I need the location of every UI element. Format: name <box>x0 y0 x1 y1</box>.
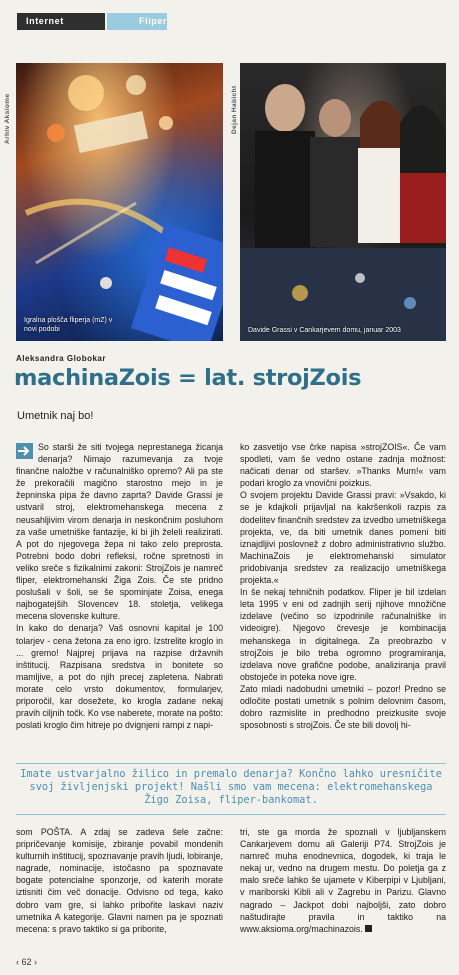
closing-paragraph: tri, ste ga morda že spoznali v ljubljanskem Cankarjevem domu ali Galeriji P74. StrojZois je namreč muha enodnevnica, dogodek, ki traja le nekaj ur, vedno na drugem mestu. Do poletja ga z malo sreče lahko še ujamete v Kiberpipi v Ljubljani, v mariborski Kibli ali v Zagrebu in Parizu. Glavno nagrado – Jackpot dobi najboljši, zato dobro naštudirajte pravila in taktiko na www.aksioma.org/machinazois. <box>240 827 446 934</box>
pull-quote: Imate ustvarjalno žilico in premalo denarja? Končno lahko uresničite svoj življenjski projekt! Našli smo vam mecena: elektromehanskega Žigo Zoisa, fliper-bankomat. <box>16 763 446 815</box>
arrow-right-icon <box>16 443 33 459</box>
paragraph: O svojem projektu Davide Grassi pravi: »Vsakdo, ki se je kdajkoli prijavljal na kakršenkoli razpis za dodelitev finančnih sredstev za izvedbo umetniškega projekta, ve, da biti umetnik danes pomeni biti iznajdljivi poslovnež z dobro administrativno službo. MachinaZois je elektromehanski simulator pridobivanja sredstev za realizacijo umetniškega projekta.« <box>240 490 446 586</box>
paragraph <box>240 826 446 935</box>
paragraph: ko zasvetijo vse črke napisa »strojZOIS«. Če vam spodleti, vam še vedno ostane zadnja možnost: načicati denar od staršev. »Thanks Mum!« vam podari kroglo za vnovični poizkus. <box>240 442 446 489</box>
article-subtitle: Umetnik naj bo! <box>17 410 94 422</box>
text-column-3 <box>16 826 223 935</box>
playfield-illustration <box>16 63 223 341</box>
paragraph: In še nekaj tehničnih podatkov. Fliper je bil izdelan leta 1995 v eni od zadnjih serij njihove množične izdelave (večino so izpodrinile računalniške in videoigre). Njegovo črevesje je kombinacija mehanskega in digitalnega. Za preobrazbo v strojZois je bilo treba ogromno programiranja, izdelava nove grafične podobe, analiziranja pravil obstoječe in poteka nove igre. <box>240 587 446 682</box>
photo-credit-left: Arhiv Aksiome <box>4 93 11 144</box>
article-author: Aleksandra Globokar <box>16 354 106 363</box>
paragraph: So starši že siti tvojega neprestanega žicanja denarja? Nimajo razumevanja za tvoje finančne naložbe v računalniško opremo? Ali pa ste že prekoračili magično starostno mejo in je žepninska pipa že davno zaprta? Davide Grassi je ustvaril stroj, elektromehanskega mecena z neusahljivim virom denarja in neskončnim posluhom za vaše umetniške fantazije, ki bi jih želeli realizirati. A pot do njegovega žepa ni tako zelo preprosta. Potrebni bodo dobri refleksi, ročne spretnosti in veliko sreče s fizikalnimi zakoni: StrojZois je namreč fliper, elektromehanski Žiga Zois. Če ste pridno poslušali v šoli, se še spominjate Zoisa, enega najbogatejših Slovencev 18. stoletja, velikega mecena slovenske kulture. <box>16 442 223 622</box>
topic-tab: Fliper <box>107 13 167 30</box>
page-number: ‹ 62 › <box>16 957 38 967</box>
pinball-playfield-photo <box>16 63 223 341</box>
text-column-2 <box>240 441 446 731</box>
people-illustration <box>240 63 446 341</box>
article-title: machinaZois = lat. strojZois <box>14 365 362 391</box>
paragraph: Zato mladi nadobudni umetniki – pozor! Predno se odločite postati umetnik s polnim delovnim časom, dobro razmislite in predhodno preizkusite svoje sposobnosti s strojZois. Če ste bili dovolj hi- <box>240 683 446 731</box>
section-tab: Internet <box>17 13 105 30</box>
text-column-1 <box>16 441 223 731</box>
end-of-article-mark <box>365 925 372 932</box>
photo-caption-left: Igralna plošča fliperja (mZ) v novi podobi <box>24 317 113 333</box>
photo-credit-right: Dejan Habicht <box>231 85 238 134</box>
paragraph: som POŠTA. A zdaj se zadeva šele začne: pripričevanje komisije, zbiranje povabil mondenih kulturnih inštitucij, spoznavanje pravih ljudi, lobiranje, nagrade, nominacije, istočasno pa spoznavate bogate potencialne sponzorje, od katerih morate iztisniti čim več donacije. Odvisno od tega, kako dobro vam gre, si lahko pribořite laskavi naziv umetnika A kategorije. Glavni namen pa je spoznati mecena: s pravo taktiko si ga priborite, <box>16 827 223 934</box>
paragraph: In kako do denarja? Vaš osnovni kapital je 100 tolarjev - cena žetona za eno igro. Izstrelite kroglo in ... gremo! Najprej prijava na razpise državnih inštitucij. Razpisana sredstva in bonitete so mamljive, a pot do njih precej zapletena. Nabrati morate celo vrsto dokumentov, formularjev, priporočil, kar dosežete, ko krogla zadane nekaj pravih ciljnih točk. Ko vse naberete, morate na pošto: poslati kroglo čim hitreje po dvignjeni rampi z napi- <box>16 623 223 731</box>
text-column-4 <box>240 826 446 935</box>
exhibition-people-photo <box>240 63 446 341</box>
photo-caption-right: Davide Grassi v Cankarjevem domu, januar 2003 <box>248 327 401 334</box>
